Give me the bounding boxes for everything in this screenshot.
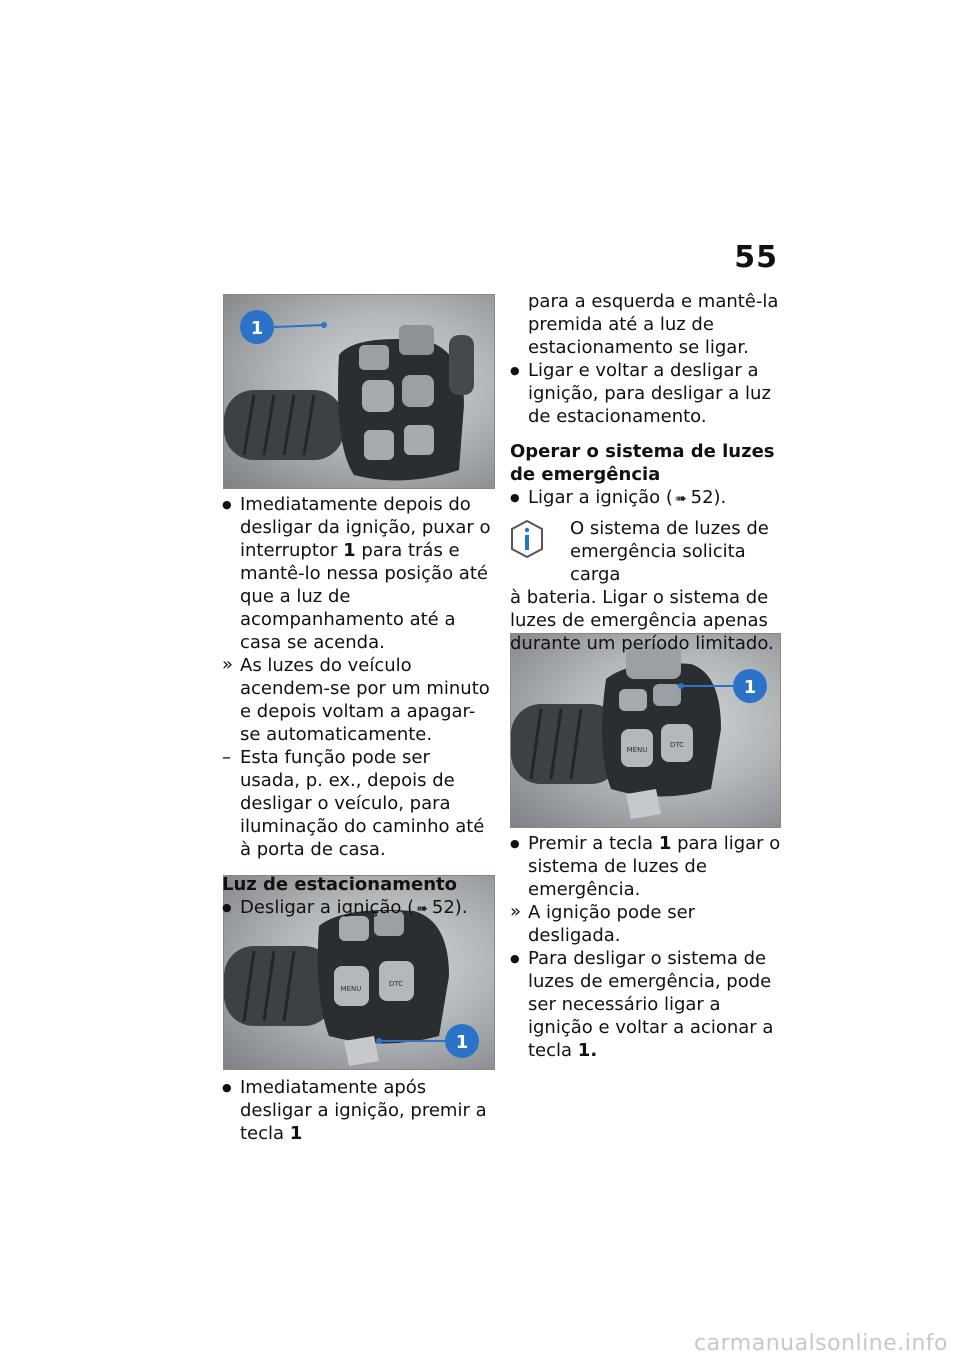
list-item: » As luzes do veículo acendem-se por um minuto e depois voltam a apagar-se automaticamente. [222,654,494,746]
section-heading: Luz de estacionamento [222,874,457,895]
dtc-label: DTC [388,980,404,988]
callout-1: 1 [455,1032,469,1053]
menu-label: MENU [626,746,648,754]
list-item: » A ignição pode ser desligada. [510,901,782,947]
right-column-lower [510,832,782,1062]
dtc-label: DTC [669,741,685,749]
menu-label: MENU [340,985,362,993]
page-number: 55 [734,240,778,275]
info-note: O sistema de luzes de emergência solicita carga à bateria. Ligar o sistema de luzes de emergência apenas durante um período limitado. [510,518,774,654]
list-item: ● Premir a tecla 1 para ligar o sistema de luzes de emergência. [510,832,782,901]
left-column-lower [222,1076,494,1145]
list-item: ● Desligar a ignição (➠ 52). [222,896,494,921]
list-item: ● Imediatamente depois do desligar da ignição, puxar o interruptor 1 para trás e mantê-lo nessa posição até que a luz de acompanhamento até a casa se acenda. [222,493,494,654]
list-item: – Esta função pode ser usada, p. ex., depois de desligar o veículo, para iluminação do caminho até à porta de casa. [222,746,494,861]
callout-1: 1 [250,318,264,339]
list-item: ● Para desligar o sistema de luzes de emergência, pode ser necessário ligar a ignição e voltar a acionar a tecla 1. [510,947,782,1062]
page-ref-icon [673,486,691,511]
right-column-upper [510,290,782,655]
list-item: ● Ligar e voltar a desligar a ignição, para desligar a luz de estacionamento. [510,359,782,428]
switch-photo-3 [510,633,781,828]
switch-photo-1 [223,294,495,489]
info-icon [510,519,544,559]
list-item: ● Ligar a ignição (➠ 52). [510,486,782,511]
watermark: carmanualsonline.info [694,1331,948,1356]
list-item: ● Imediatamente após desligar a ignição, premir a tecla 1 [222,1076,494,1145]
page-ref-icon [414,896,432,921]
callout-1: 1 [743,677,757,698]
list-item-continued: para a esquerda e mantê-la premida até a luz de estacionamento se ligar. [528,291,779,358]
left-column-upper [222,493,494,921]
section-heading: Operar o sistema de luzes de emergência [510,441,775,485]
